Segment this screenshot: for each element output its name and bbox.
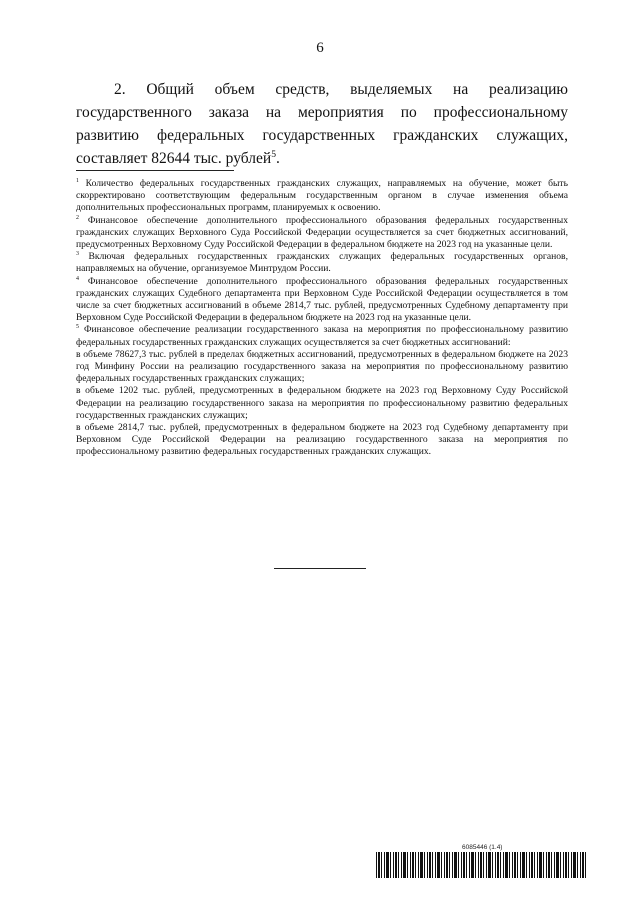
main-paragraph-end: . [276, 150, 280, 167]
main-paragraph-text: 2. Общий объем средств, выделяемых на реализацию государственного заказа на мероприятия по профессиональному развитию федеральных государственных гражданских служащих, составляет 82644 тыс. рублей [76, 81, 568, 167]
footnote-text: Финансовое обеспечение реализации государственного заказа на мероприятия по профессиональному развитию федеральных государственных гражданских служащих осуществляется за счет бюджетных ассигнований: [76, 324, 568, 348]
footnote-5-item: в объеме 1202 тыс. рублей, предусмотренных в федеральном бюджете на 2023 год Верховному Суду Российской Федерации на реализацию государственного заказа на мероприятия по профессиональному развитию федеральных государственных гражданских служащих; [76, 385, 568, 421]
footnote-5-item: в объеме 2814,7 тыс. рублей, предусмотренных в федеральном бюджете на 2023 год Судебному департаменту при Верховном Суде Российской Федерации на реализацию государственного заказа на мероприятия по профессиональному развитию федеральных государственных гражданских служащих. [76, 422, 568, 458]
footnote-ref: 5 [271, 148, 276, 160]
barcode [376, 852, 586, 878]
footnote-5 [76, 324, 568, 348]
footnote-text: Финансовое обеспечение дополнительного профессионального образования федеральных государственных гражданских служащих Судебного департамента при Верховном Суде Российской Федерации осуществляется в том числе за счет бюджетных ассигнований в объеме 2814,7 тыс. рублей, предусмотренных Судебному департаменту при Верховном Суде Российской Федерации в федеральном бюджете на 2023 год на указанные цели. [76, 275, 568, 324]
footnote-number: 5 [76, 324, 79, 331]
footnotes [76, 178, 568, 459]
footnote-3 [76, 251, 568, 275]
end-of-text-line [274, 568, 366, 569]
document-stamp-number: 6085446 (1.4) [462, 844, 503, 851]
footnote-text: Включая федеральных государственных гражданских служащих федеральных государственных органов, направляемых на обучение, организуемое Минтрудом России. [76, 251, 568, 275]
footnote-text: Финансовое обеспечение дополнительного профессионального образования федеральных государственных гражданских служащих Верховного Суда Российской Федерации осуществляется за счет бюджетных ассигнований, предусмотренных Верховному Суду Российской Федерации в федеральном бюджете на 2023 год на указанные цели. [76, 214, 568, 251]
footnote-number: 3 [76, 251, 79, 258]
footnote-number: 4 [76, 275, 79, 282]
footnote-5-item: в объеме 78627,3 тыс. рублей в пределах бюджетных ассигнований, предусмотренных в федеральном бюджете на 2023 год Минфину России на реализацию государственного заказа на мероприятия по профессиональному развитию федеральных государственных гражданских служащих; [76, 348, 568, 385]
footnote-text: Количество федеральных государственных гражданских служащих, направляемых на обучение, может быть скорректировано соответствующим федеральным государственным органом в случае изменения объема дополнительных профессиональных программ, планируемых к освоению. [76, 178, 568, 214]
footnote-number: 2 [76, 214, 79, 221]
main-paragraph-block [76, 78, 568, 170]
page-number: 6 [316, 40, 324, 56]
footnote-separator [76, 170, 234, 171]
main-paragraph [76, 78, 568, 170]
footnote-2 [76, 215, 568, 252]
footnote-1 [76, 178, 568, 215]
footnote-number: 1 [76, 177, 79, 184]
footnote-4 [76, 276, 568, 325]
